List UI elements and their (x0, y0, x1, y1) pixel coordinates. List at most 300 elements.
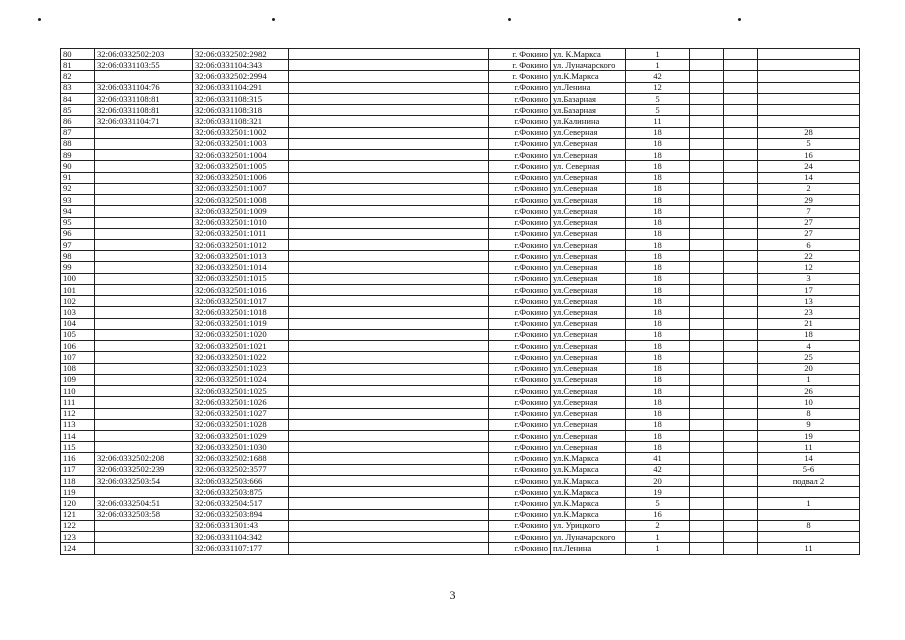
land-cadastral-number (95, 273, 193, 284)
apartment-number (758, 509, 860, 520)
empty-cell (690, 49, 724, 60)
empty-cell (289, 284, 489, 295)
table-row (61, 206, 860, 217)
house-number: 18 (626, 329, 690, 340)
street-name: ул.Северная (551, 262, 626, 273)
building-cadastral-number: 32:06:0332502:2994 (193, 71, 289, 82)
street-name: ул.Базарная (551, 105, 626, 116)
land-cadastral-number (95, 307, 193, 318)
city-name: г.Фокино (489, 262, 551, 273)
table-row (61, 127, 860, 138)
street-name: ул.Северная (551, 408, 626, 419)
table-row (61, 284, 860, 295)
table-row (61, 453, 860, 464)
empty-cell (289, 386, 489, 397)
table-row (61, 60, 860, 71)
house-number: 18 (626, 127, 690, 138)
building-cadastral-number: 32:06:0332501:1003 (193, 138, 289, 149)
city-name: г.Фокино (489, 442, 551, 453)
empty-cell (724, 509, 758, 520)
land-cadastral-number (95, 386, 193, 397)
city-name: г.Фокино (489, 487, 551, 498)
row-number: 122 (61, 520, 95, 531)
row-number: 102 (61, 296, 95, 307)
empty-cell (289, 374, 489, 385)
apartment-number: подвал 2 (758, 475, 860, 486)
row-number: 123 (61, 532, 95, 543)
empty-cell (289, 543, 489, 554)
street-name: ул.Северная (551, 363, 626, 374)
house-number: 18 (626, 172, 690, 183)
row-number: 124 (61, 543, 95, 554)
city-name: г.Фокино (489, 217, 551, 228)
empty-cell (690, 453, 724, 464)
street-name: ул.Северная (551, 195, 626, 206)
building-cadastral-number: 32:06:0332501:1022 (193, 352, 289, 363)
house-number: 18 (626, 284, 690, 295)
empty-cell (289, 228, 489, 239)
apartment-number: 8 (758, 520, 860, 531)
empty-cell (289, 127, 489, 138)
house-number: 1 (626, 49, 690, 60)
house-number: 42 (626, 71, 690, 82)
house-number: 18 (626, 430, 690, 441)
empty-cell (690, 498, 724, 509)
house-number: 11 (626, 116, 690, 127)
land-cadastral-number (95, 487, 193, 498)
house-number: 18 (626, 386, 690, 397)
empty-cell (724, 442, 758, 453)
table-row (61, 138, 860, 149)
land-cadastral-number (95, 318, 193, 329)
street-name: ул.Северная (551, 397, 626, 408)
apartment-number: 16 (758, 150, 860, 161)
building-cadastral-number: 32:06:0332502:2982 (193, 49, 289, 60)
table-row (61, 183, 860, 194)
land-cadastral-number (95, 442, 193, 453)
empty-cell (690, 509, 724, 520)
empty-cell (724, 318, 758, 329)
empty-cell (690, 408, 724, 419)
apartment-number (758, 71, 860, 82)
table-row (61, 352, 860, 363)
street-name: ул.Северная (551, 217, 626, 228)
empty-cell (289, 71, 489, 82)
building-cadastral-number: 32:06:0332501:1015 (193, 273, 289, 284)
building-cadastral-number: 32:06:0332501:1028 (193, 419, 289, 430)
empty-cell (724, 49, 758, 60)
table-row (61, 430, 860, 441)
empty-cell (724, 329, 758, 340)
table-row (61, 341, 860, 352)
building-cadastral-number: 32:06:0332501:1026 (193, 397, 289, 408)
row-number: 97 (61, 239, 95, 250)
house-number: 18 (626, 150, 690, 161)
empty-cell (690, 464, 724, 475)
building-cadastral-number: 32:06:0332501:1012 (193, 239, 289, 250)
row-number: 99 (61, 262, 95, 273)
land-cadastral-number (95, 183, 193, 194)
building-cadastral-number: 32:06:0332501:1009 (193, 206, 289, 217)
building-cadastral-number: 32:06:0332501:1002 (193, 127, 289, 138)
house-number: 1 (626, 543, 690, 554)
land-cadastral-number: 32:06:0331104:71 (95, 116, 193, 127)
empty-cell (724, 430, 758, 441)
street-name: ул.Северная (551, 374, 626, 385)
empty-cell (289, 352, 489, 363)
table-row (61, 82, 860, 93)
land-cadastral-number: 32:06:0331108:81 (95, 105, 193, 116)
apartment-number: 24 (758, 161, 860, 172)
empty-cell (690, 520, 724, 531)
empty-cell (289, 150, 489, 161)
empty-cell (289, 408, 489, 419)
empty-cell (289, 487, 489, 498)
empty-cell (690, 487, 724, 498)
empty-cell (690, 296, 724, 307)
table-row (61, 520, 860, 531)
apartment-number: 27 (758, 217, 860, 228)
empty-cell (724, 543, 758, 554)
empty-cell (289, 138, 489, 149)
table-row (61, 532, 860, 543)
row-number: 112 (61, 408, 95, 419)
building-cadastral-number: 32:06:0332501:1020 (193, 329, 289, 340)
empty-cell (724, 498, 758, 509)
land-cadastral-number (95, 363, 193, 374)
building-cadastral-number: 32:06:0332501:1021 (193, 341, 289, 352)
land-cadastral-number (95, 532, 193, 543)
table-row (61, 217, 860, 228)
street-name: ул.Северная (551, 296, 626, 307)
row-number: 106 (61, 341, 95, 352)
street-name: ул.Северная (551, 419, 626, 430)
land-cadastral-number (95, 374, 193, 385)
row-number: 107 (61, 352, 95, 363)
building-cadastral-number: 32:06:0332501:1005 (193, 161, 289, 172)
land-cadastral-number: 32:06:0331108:81 (95, 93, 193, 104)
row-number: 80 (61, 49, 95, 60)
land-cadastral-number: 32:06:0332504:51 (95, 498, 193, 509)
house-number: 18 (626, 251, 690, 262)
empty-cell (724, 228, 758, 239)
table-row (61, 49, 860, 60)
empty-cell (289, 318, 489, 329)
empty-cell (724, 82, 758, 93)
house-number: 5 (626, 93, 690, 104)
house-number: 42 (626, 464, 690, 475)
scan-dot (38, 18, 41, 21)
row-number: 100 (61, 273, 95, 284)
table-row (61, 262, 860, 273)
empty-cell (289, 453, 489, 464)
street-name: ул. Луначарского (551, 532, 626, 543)
land-cadastral-number: 32:06:0332502:208 (95, 453, 193, 464)
building-cadastral-number: 32:06:0331301:43 (193, 520, 289, 531)
empty-cell (289, 307, 489, 318)
empty-cell (724, 532, 758, 543)
city-name: г.Фокино (489, 150, 551, 161)
apartment-number: 22 (758, 251, 860, 262)
empty-cell (690, 374, 724, 385)
empty-cell (289, 430, 489, 441)
apartment-number (758, 82, 860, 93)
apartment-number: 7 (758, 206, 860, 217)
street-name: пл.Ленина (551, 543, 626, 554)
table-row (61, 161, 860, 172)
empty-cell (724, 386, 758, 397)
empty-cell (724, 172, 758, 183)
empty-cell (289, 329, 489, 340)
apartment-number: 6 (758, 239, 860, 250)
empty-cell (724, 60, 758, 71)
row-number: 105 (61, 329, 95, 340)
empty-cell (724, 105, 758, 116)
building-cadastral-number: 32:06:0331104:343 (193, 60, 289, 71)
empty-cell (289, 273, 489, 284)
empty-cell (724, 138, 758, 149)
row-number: 118 (61, 475, 95, 486)
row-number: 91 (61, 172, 95, 183)
land-cadastral-number (95, 228, 193, 239)
street-name: ул.К.Маркса (551, 453, 626, 464)
city-name: г.Фокино (489, 273, 551, 284)
city-name: г.Фокино (489, 397, 551, 408)
street-name: ул.Северная (551, 386, 626, 397)
row-number: 83 (61, 82, 95, 93)
street-name: ул.Северная (551, 273, 626, 284)
house-number: 18 (626, 206, 690, 217)
house-number: 18 (626, 195, 690, 206)
row-number: 115 (61, 442, 95, 453)
empty-cell (289, 442, 489, 453)
empty-cell (289, 498, 489, 509)
apartment-number: 13 (758, 296, 860, 307)
building-cadastral-number: 32:06:0332501:1027 (193, 408, 289, 419)
row-number: 84 (61, 93, 95, 104)
row-number: 117 (61, 464, 95, 475)
apartment-number: 5-6 (758, 464, 860, 475)
street-name: ул.К.Маркса (551, 487, 626, 498)
table-row (61, 442, 860, 453)
land-cadastral-number (95, 543, 193, 554)
row-number: 98 (61, 251, 95, 262)
empty-cell (724, 262, 758, 273)
apartment-number: 19 (758, 430, 860, 441)
house-number: 1 (626, 532, 690, 543)
apartment-number: 23 (758, 307, 860, 318)
empty-cell (690, 217, 724, 228)
street-name: ул.Северная (551, 430, 626, 441)
table-row (61, 475, 860, 486)
street-name: ул. Луначарского (551, 60, 626, 71)
empty-cell (289, 82, 489, 93)
street-name: ул.К.Маркса (551, 464, 626, 475)
empty-cell (289, 93, 489, 104)
empty-cell (690, 352, 724, 363)
street-name: ул.Северная (551, 442, 626, 453)
table-row (61, 363, 860, 374)
street-name: ул.Северная (551, 172, 626, 183)
empty-cell (289, 509, 489, 520)
street-name: ул. Северная (551, 161, 626, 172)
empty-cell (690, 82, 724, 93)
city-name: г.Фокино (489, 239, 551, 250)
city-name: г.Фокино (489, 183, 551, 194)
apartment-number (758, 116, 860, 127)
house-number: 18 (626, 239, 690, 250)
building-cadastral-number: 32:06:0332504:517 (193, 498, 289, 509)
land-cadastral-number: 32:06:0332502:239 (95, 464, 193, 475)
land-cadastral-number: 32:06:0331104:76 (95, 82, 193, 93)
building-cadastral-number: 32:06:0332501:1018 (193, 307, 289, 318)
land-cadastral-number: 32:06:0332503:58 (95, 509, 193, 520)
house-number: 18 (626, 296, 690, 307)
building-cadastral-number: 32:06:0332501:1029 (193, 430, 289, 441)
empty-cell (289, 116, 489, 127)
empty-cell (690, 127, 724, 138)
empty-cell (690, 60, 724, 71)
building-cadastral-number: 32:06:0332501:1016 (193, 284, 289, 295)
building-cadastral-number: 32:06:0332501:1013 (193, 251, 289, 262)
house-number: 18 (626, 228, 690, 239)
house-number: 18 (626, 397, 690, 408)
empty-cell (289, 239, 489, 250)
land-cadastral-number: 32:06:0332502:203 (95, 49, 193, 60)
row-number: 82 (61, 71, 95, 82)
empty-cell (724, 341, 758, 352)
empty-cell (724, 71, 758, 82)
row-number: 120 (61, 498, 95, 509)
building-cadastral-number: 32:06:0332503:875 (193, 487, 289, 498)
building-cadastral-number: 32:06:0332501:1025 (193, 386, 289, 397)
house-number: 18 (626, 307, 690, 318)
apartment-number: 10 (758, 397, 860, 408)
empty-cell (289, 520, 489, 531)
row-number: 94 (61, 206, 95, 217)
house-number: 18 (626, 341, 690, 352)
table-row (61, 408, 860, 419)
city-name: г.Фокино (489, 341, 551, 352)
building-cadastral-number: 32:06:0332503:666 (193, 475, 289, 486)
row-number: 109 (61, 374, 95, 385)
street-name: ул.Северная (551, 307, 626, 318)
land-cadastral-number (95, 284, 193, 295)
house-number: 12 (626, 82, 690, 93)
street-name: ул.Северная (551, 318, 626, 329)
empty-cell (724, 217, 758, 228)
row-number: 90 (61, 161, 95, 172)
empty-cell (289, 49, 489, 60)
row-number: 81 (61, 60, 95, 71)
row-number: 86 (61, 116, 95, 127)
table-row (61, 93, 860, 104)
empty-cell (724, 408, 758, 419)
empty-cell (690, 419, 724, 430)
city-name: г.Фокино (489, 475, 551, 486)
apartment-number: 18 (758, 329, 860, 340)
city-name: г.Фокино (489, 408, 551, 419)
empty-cell (690, 397, 724, 408)
empty-cell (724, 453, 758, 464)
row-number: 113 (61, 419, 95, 430)
empty-cell (690, 532, 724, 543)
land-cadastral-number (95, 520, 193, 531)
city-name: г.Фокино (489, 352, 551, 363)
empty-cell (724, 116, 758, 127)
empty-cell (289, 195, 489, 206)
apartment-number: 17 (758, 284, 860, 295)
empty-cell (690, 341, 724, 352)
empty-cell (690, 430, 724, 441)
street-name: ул.Северная (551, 352, 626, 363)
scan-dot (508, 18, 511, 21)
row-number: 95 (61, 217, 95, 228)
apartment-number: 9 (758, 419, 860, 430)
empty-cell (690, 318, 724, 329)
building-cadastral-number: 32:06:0332501:1030 (193, 442, 289, 453)
table-row (61, 307, 860, 318)
city-name: г.Фокино (489, 138, 551, 149)
land-cadastral-number (95, 296, 193, 307)
property-register-table (60, 48, 860, 555)
row-number: 87 (61, 127, 95, 138)
house-number: 18 (626, 318, 690, 329)
city-name: г.Фокино (489, 228, 551, 239)
street-name: ул.К.Маркса (551, 475, 626, 486)
city-name: г.Фокино (489, 386, 551, 397)
house-number: 16 (626, 509, 690, 520)
apartment-number: 14 (758, 172, 860, 183)
city-name: г. Фокино (489, 49, 551, 60)
street-name: ул.Северная (551, 341, 626, 352)
table-row (61, 498, 860, 509)
land-cadastral-number (95, 150, 193, 161)
empty-cell (289, 397, 489, 408)
empty-cell (289, 206, 489, 217)
empty-cell (724, 183, 758, 194)
building-cadastral-number: 32:06:0332501:1011 (193, 228, 289, 239)
empty-cell (690, 386, 724, 397)
table-row (61, 543, 860, 554)
city-name: г.Фокино (489, 453, 551, 464)
empty-cell (289, 105, 489, 116)
apartment-number: 25 (758, 352, 860, 363)
land-cadastral-number (95, 206, 193, 217)
city-name: г.Фокино (489, 172, 551, 183)
table-row (61, 464, 860, 475)
empty-cell (724, 150, 758, 161)
empty-cell (289, 475, 489, 486)
building-cadastral-number: 32:06:0332503:894 (193, 509, 289, 520)
table-row (61, 329, 860, 340)
land-cadastral-number (95, 217, 193, 228)
city-name: г.Фокино (489, 284, 551, 295)
city-name: г.Фокино (489, 498, 551, 509)
table-row (61, 318, 860, 329)
apartment-number: 5 (758, 138, 860, 149)
table-row (61, 374, 860, 385)
house-number: 18 (626, 408, 690, 419)
street-name: ул.Базарная (551, 93, 626, 104)
city-name: г.Фокино (489, 307, 551, 318)
city-name: г.Фокино (489, 419, 551, 430)
city-name: г.Фокино (489, 251, 551, 262)
empty-cell (289, 161, 489, 172)
empty-cell (724, 161, 758, 172)
city-name: г.Фокино (489, 543, 551, 554)
empty-cell (690, 116, 724, 127)
